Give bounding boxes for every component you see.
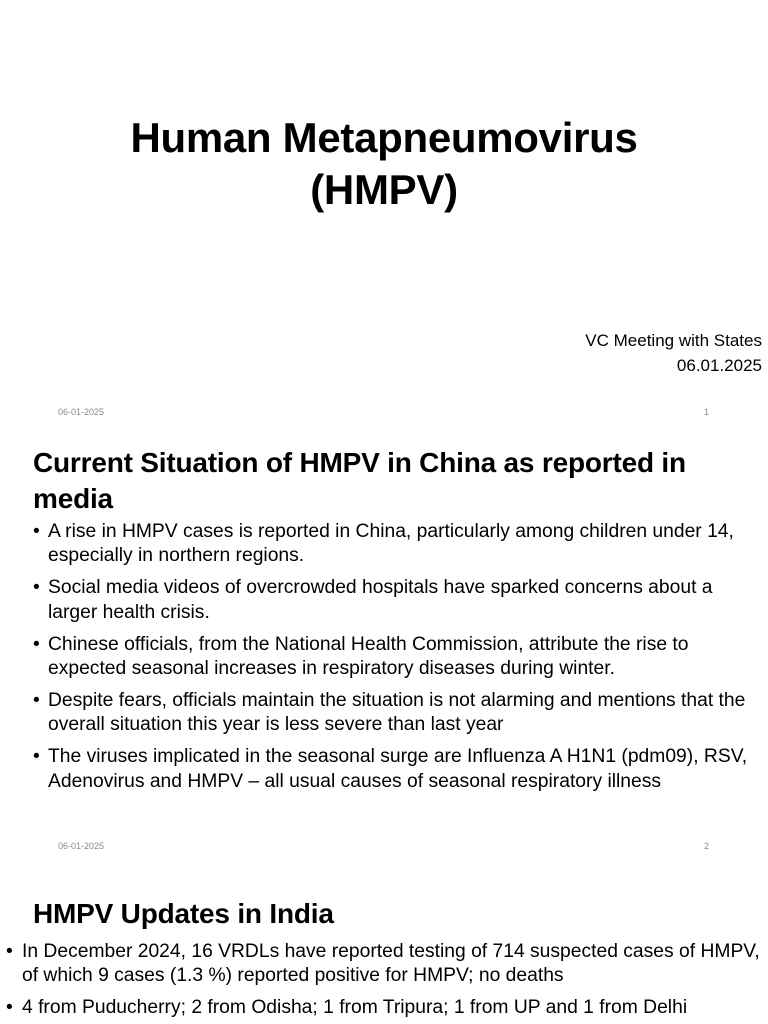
subtitle-line-2: 06.01.2025 [676,356,762,375]
slide-1-subtitle [585,328,762,378]
bullet-item: • The viruses implicated in the seasonal surge are Influenza A H1N1 (pdm09), RSV, Adenovirus and HMPV – all usual causes of seasonal respiratory illness [33,745,761,794]
title-line-2: (HMPV) [310,166,458,213]
bullet-item: • Chinese officials, from the National Health Commission, attribute the rise to expected seasonal increases in respiratory diseases during winter. [33,633,761,682]
bullet-item: • In December 2024, 16 VRDLs have reported testing of 714 suspected cases of HMPV, of which 9 cases (1.3 %) reported positive for HMPV; no deaths [6,940,766,989]
slide-1 [0,0,768,432]
slide-1-page-number: 1 [704,407,710,417]
slide-2-heading: Current Situation of HMPV in China as reported in media [33,447,686,514]
slide-2 [0,432,768,864]
slide-3-bullet-list [6,940,766,1024]
slide-1-footer-date: 06-01-2025 [58,407,105,417]
slide-2-bullet-list [33,520,761,802]
bullet-item: • 4 from Puducherry; 2 from Odisha; 1 from Tripura; 1 from UP and 1 from Delhi [6,996,766,1020]
slide-3-heading: HMPV Updates in India [33,898,334,929]
title-line-1: Human Metapneumovirus [130,114,638,161]
slide-2-footer-date: 06-01-2025 [58,841,105,851]
slide-2-page-number: 2 [704,841,710,851]
subtitle-line-1: VC Meeting with States [585,331,762,350]
bullet-item: • A rise in HMPV cases is reported in China, particularly among children under 14, especially in northern regions. [33,520,761,569]
bullet-item: • Social media videos of overcrowded hospitals have sparked concerns about a larger health crisis. [33,576,761,625]
slide-3 [0,864,768,1024]
slide-1-title [0,112,768,216]
bullet-item: • Despite fears, officials maintain the situation is not alarming and mentions that the overall situation this year is less severe than last year [33,689,761,738]
